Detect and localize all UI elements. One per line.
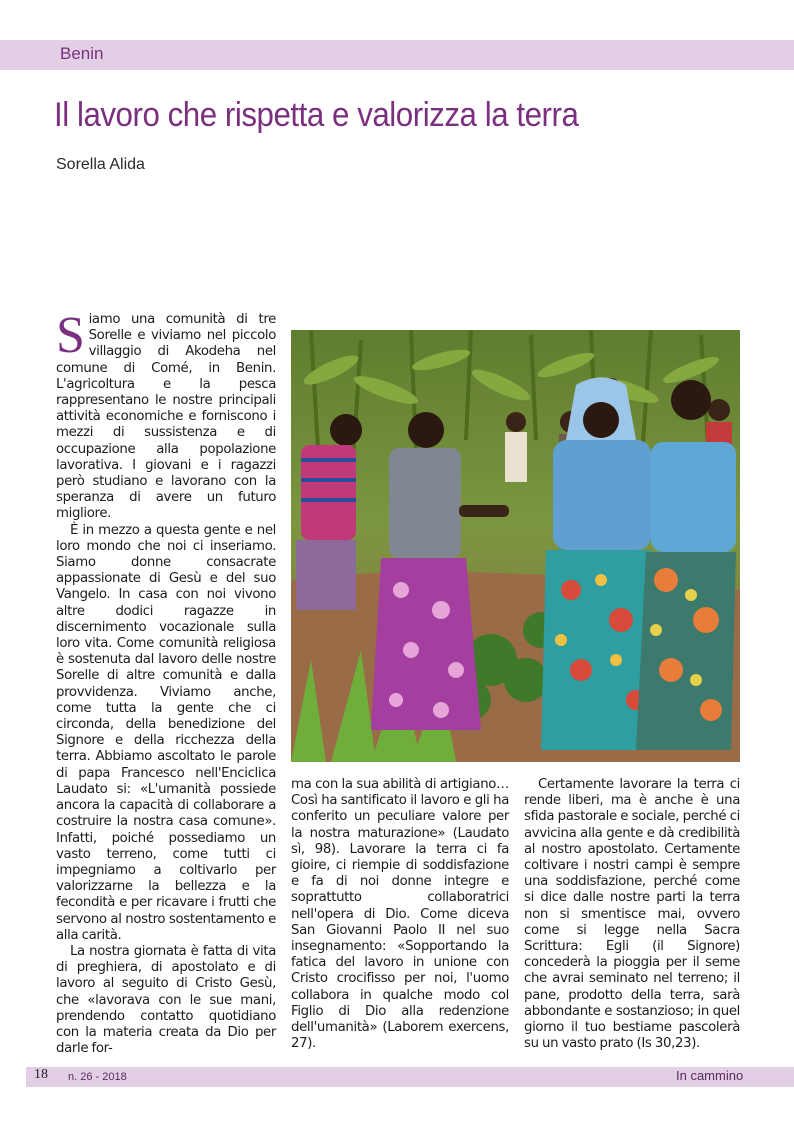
text-column-3 [524, 777, 740, 1052]
article-photo [291, 330, 740, 762]
page-number: 18 [34, 1067, 48, 1082]
text-column-2 [291, 777, 509, 1052]
paragraph-3: La nostra giornata è fatta di vita di preghiera, di apostolato e di lavoro al seguito di Cristo Gesù, che «lavorava con le sue mani, prendendo contatto quotidiano con la materia creata da Dio per darle for- [56, 943, 276, 1057]
paragraph-2: È in mezzo a questa gente e nel loro mondo che noi ci inseriamo. Siamo donne consacrate appassionate di Gesù e del suo Vangelo. In casa con noi vivono altre dodici ragazze in discernimento vocazionale sulla loro vita. Come comunità religiosa è sostenuta dal lavoro delle nostre Sorelle di altre comunità e dalla provvidenza. Viviamo anche, come tutta la gente che ci circonda, della benedizione del Signore e della ricchezza della terra. Abbiamo ascoltato le parole di papa Francesco nell'Enciclica Laudato si: «L'umanità possiede ancora la capacità di collaborare a costruire la nostra casa comune». Infatti, poiché possediamo un vasto terreno, come tutti ci impegniamo a coltivarlo per valorizzarne la bellezza e la fecondità e per ricavare i frutti che servono al nostro sostentamento e alla carità. [56, 522, 276, 943]
paragraph-1: Siamo una comunità di tre Sorelle e viviamo nel piccolo villaggio di Akodeha nel comune di Comé, in Benin. L'agricoltura e la pesca rappresentano le nostre principali attività economiche e forniscono i mezzi di sussistenza e di occupazione alla popolazione lavorativa. I giovani e i ragazzi però studiano e lavorano con la speranza di avere un futuro migliore. [56, 307, 276, 522]
paragraph-4: ma con la sua abilità di artigiano… Così ha santificato il lavoro e gli ha conferito un peculiare valore per la nostra maturazione» (Laudato sì, 98). Lavorare la terra ci fa gioire, ci riempie di soddisfazione e fa di noi donne integre e soprattutto collaboratrici nell'opera di Dio. Come diceva San Giovanni Paolo II nel suo insegnamento: «Sopportando la fatica del lavoro in unione con Cristo crocifisso per noi, l'uomo collabora in qualche modo col Figlio di Dio alla redenzione dell'umanità» (Laborem exercens, 27). [291, 777, 509, 1052]
magazine-name: In cammino [676, 1068, 744, 1083]
drop-cap: S [56, 307, 85, 364]
text-column-1 [56, 307, 276, 1057]
issue-label: n. 26 - 2018 [68, 1071, 127, 1083]
paragraph-5: Certamente lavorare la terra ci rende liberi, ma è anche è una sfida pastorale e sociale, perché ci avvicina alla gente e dà credibilità al nostro apostolato. Certamente coltivare i nostri campi è sempre una soddisfazione, perché come si dice dalle nostre parti la terra non si smentisce mai, ovvero come si legge nella Sacra Scrittura: Egli (il Signore) concederà la pioggia per il seme che avrai seminato nel terreno; il pane, prodotto della terra, sarà abbondante e sostanzioso; in quel giorno il tuo bestiame pascolerà su un vasto prato (Is 30,23). [524, 777, 740, 1052]
section-label: Benin [60, 44, 104, 63]
article-author: Sorella Alida [56, 156, 145, 173]
article-title: Il lavoro che rispetta e valorizza la terra [54, 96, 579, 134]
header-band [0, 40, 794, 70]
